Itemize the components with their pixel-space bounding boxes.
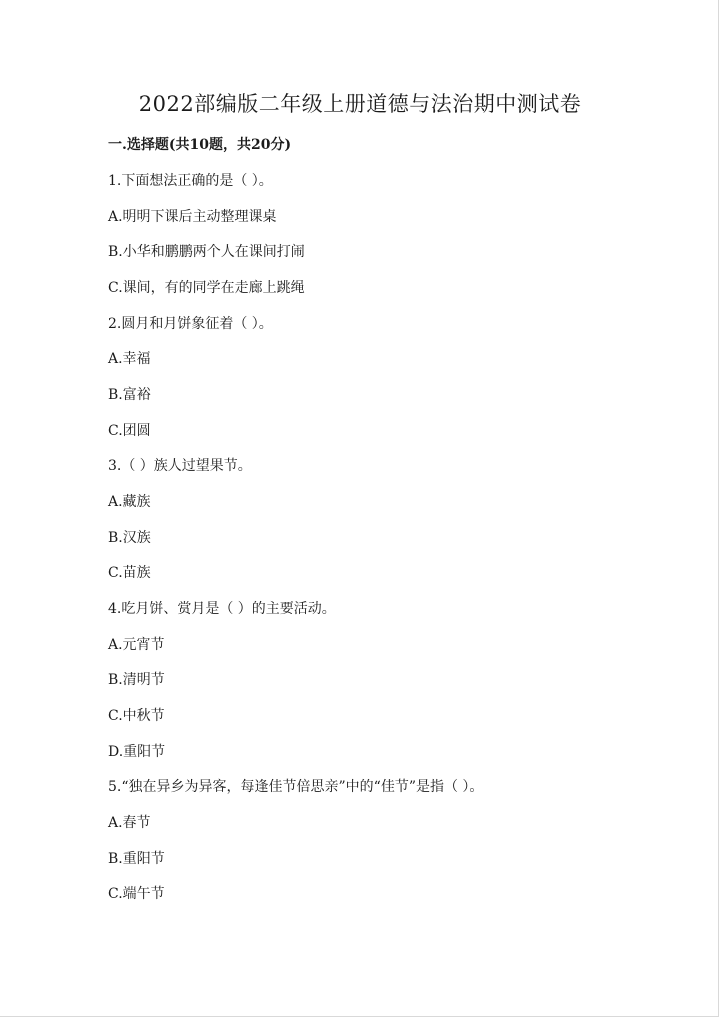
question-1-option-b: B.小华和鹏鹏两个人在课间打闹 [108, 244, 305, 260]
question-5-option-b: B.重阳节 [108, 851, 165, 867]
question-3-option-c: C.苗族 [108, 565, 151, 581]
question-1-stem: 1.下面想法正确的是（ ）。 [108, 173, 273, 189]
question-1-option-c: C.课间，有的同学在走廊上跳绳 [108, 280, 305, 296]
question-4-option-a: A.元宵节 [108, 637, 165, 653]
section-heading: 一.选择题(共10题，共20分) [108, 137, 292, 153]
question-4-option-d: D.重阳节 [108, 744, 166, 760]
question-2-stem: 2.圆月和月饼象征着（ ）。 [108, 316, 273, 332]
question-2-option-b: B.富裕 [108, 387, 151, 403]
question-3-stem: 3.（ ）族人过望果节。 [108, 458, 252, 474]
question-5-option-a: A.春节 [108, 815, 151, 831]
page-title: 2022部编版二年级上册道德与法治期中测试卷 [138, 92, 582, 116]
question-2-option-a: A.幸福 [108, 351, 151, 367]
question-5-option-c: C.端午节 [108, 886, 165, 902]
question-3-option-b: B.汉族 [108, 530, 151, 546]
question-3-option-a: A.藏族 [108, 494, 151, 510]
question-2-option-c: C.团圆 [108, 423, 151, 439]
question-4-option-b: B.清明节 [108, 672, 165, 688]
question-4-option-c: C.中秋节 [108, 708, 165, 724]
question-1-option-a: A.明明下课后主动整理课桌 [108, 209, 277, 225]
question-4-stem: 4.吃月饼、赏月是（ ）的主要活动。 [108, 601, 336, 617]
question-5-stem: 5.“独在异乡为异客，每逢佳节倍思亲”中的“佳节”是指（ ）。 [108, 779, 484, 795]
